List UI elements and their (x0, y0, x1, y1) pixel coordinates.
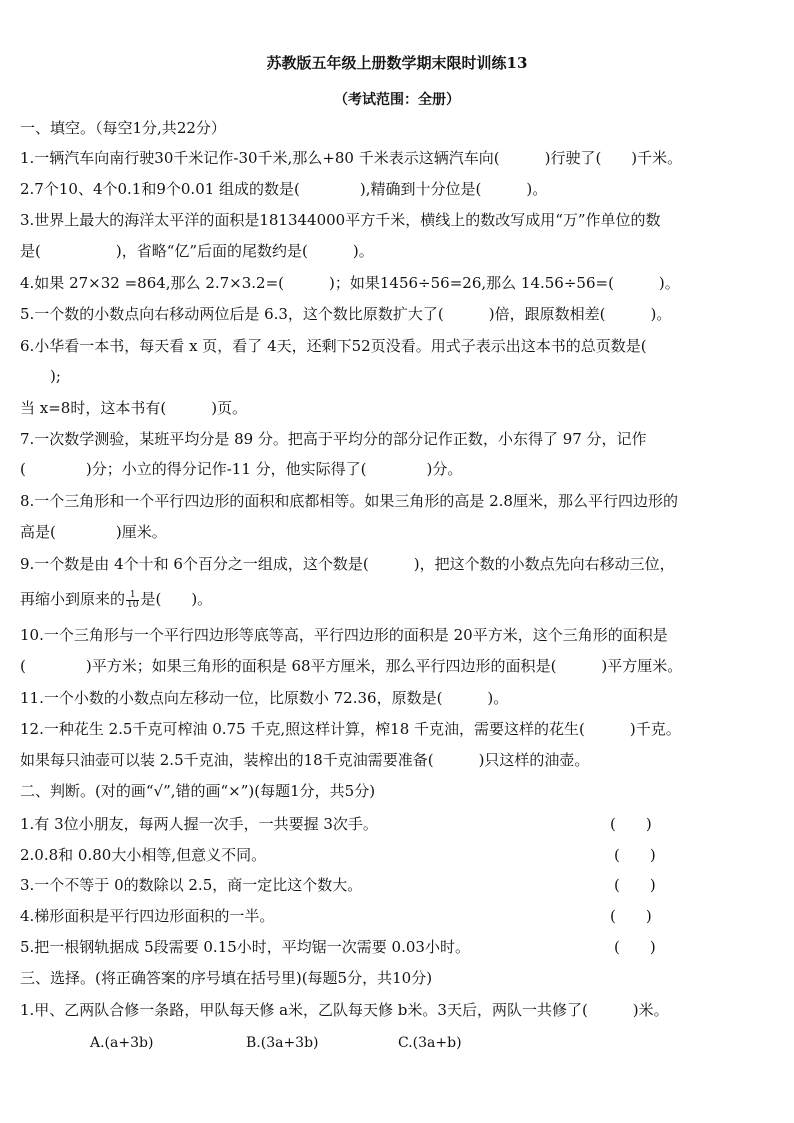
fraction-denominator: 10 (127, 599, 139, 610)
fraction-one-tenth (126, 591, 139, 610)
section1-heading: 一、填空。（每空1分,共22分） (20, 119, 226, 137)
judge-item-4: 4.梯形面积是平行四边形面积的一半。 (20, 907, 275, 925)
page-title: 苏教版五年级上册数学期末限时训练13 (266, 54, 528, 72)
question-9-line2 (20, 589, 212, 610)
judge-answer-box-2[interactable]: ( ) (614, 846, 656, 864)
question-12-line2: 如果每只油壶可以装 2.5千克油，装榨出的18千克油需要准备( )只这样的油壶。 (20, 751, 590, 769)
judge-answer-box-4[interactable]: ( ) (610, 907, 652, 925)
question-11: 11.一个小数的小数点向左移动一位，比原数小 72.36，原数是( )。 (20, 689, 509, 707)
choice-option-c[interactable]: C.(3a+b) (398, 1035, 462, 1051)
question-9-line1: 9.一个数是由 4个十和 6个百分之一组成，这个数是( )，把这个数的小数点先向右移动三位， (20, 555, 675, 573)
question-3-line1: 3.世界上最大的海洋太平洋的面积是181344000平方千米，横线上的数改写成用“万”作单位的数 (20, 211, 661, 229)
question-8-line1: 8.一个三角形和一个平行四边形的面积和底都相等。如果三角形的高是 2.8厘米，那么平行四边形的 (20, 492, 678, 510)
question-7-line2: ( )分；小立的得分记作-11 分，他实际得了( )分。 (20, 460, 463, 478)
question-9-suffix: 是( )。 (140, 590, 213, 608)
judge-item-2: 2.0.8和 0.80大小相等,但意义不同。 (20, 846, 267, 864)
judge-answer-box-5[interactable]: ( ) (614, 938, 656, 956)
question-10-line2: ( )平方米；如果三角形的面积是 68平方厘米，那么平行四边形的面积是( )平方厘米。 (20, 657, 683, 675)
judge-item-5: 5.把一根钢轨据成 5段需要 0.15小时，平均锯一次需要 0.03小时。 (20, 938, 470, 956)
question-9-prefix: 再缩小到原来的 (20, 590, 126, 608)
question-12-line1: 12.一种花生 2.5千克可榨油 0.75 千克,照这样计算，榨18 千克油，需要这样的花生( )千克。 (20, 720, 681, 738)
question-8-line2: 高是( )厘米。 (20, 523, 167, 541)
choice-option-b[interactable]: B.(3a+3b) (246, 1035, 319, 1051)
question-4: 4.如果 27×32 =864,那么 2.7×3.2=( )；如果1456÷56=26,那么 14.56÷56=( )。 (20, 274, 680, 292)
question-1: 1.一辆汽车向南行驶30千米记作-30千米,那么+80 千米表示这辆汽车向( )行驶了( )千米。 (20, 149, 683, 167)
question-6-line1: 6.小华看一本书，每天看 x 页，看了 4天，还剩下52页没看。用式子表示出这本书的总页数是( (20, 337, 647, 355)
question-6-line3: 当 x=8时，这本书有( )页。 (20, 399, 248, 417)
question-10-line1: 10.一个三角形与一个平行四边形等底等高，平行四边形的面积是 20平方米，这个三角形的面积是 (20, 626, 668, 644)
choice-option-a[interactable]: A.(a+3b) (90, 1035, 154, 1051)
question-5: 5.一个数的小数点向右移动两位后是 6.3，这个数比原数扩大了( )倍，跟原数相差( )。 (20, 305, 672, 323)
question-7-line1: 7.一次数学测验，某班平均分是 89 分。把高于平均分的部分记作正数，小东得了 97 分，记作 (20, 430, 647, 448)
fraction-numerator: 1 (126, 591, 139, 601)
section3-heading: 三、选择。(将正确答案的序号填在括号里)(每题5分，共10分) (20, 969, 433, 987)
section2-heading: 二、判断。(对的画“√”,错的画“×”)(每题1分，共5分) (20, 782, 376, 800)
question-2: 2.7个10、4个0.1和9个0.01 组成的数是( ),精确到十分位是( )。 (20, 180, 548, 198)
judge-item-1: 1.有 3位小朋友，每两人握一次手，一共要握 3次手。 (20, 815, 378, 833)
question-6-line2: ); (20, 367, 61, 385)
judge-answer-box-3[interactable]: ( ) (614, 876, 656, 894)
page-subtitle: （考试范围：全册） (334, 92, 460, 108)
judge-answer-box-1[interactable]: ( ) (610, 815, 652, 833)
question-3-line2: 是( )，省略“亿”后面的尾数约是( )。 (20, 242, 374, 260)
judge-item-3: 3.一个不等于 0的数除以 2.5，商一定比这个数大。 (20, 876, 363, 894)
choice-question-1: 1.甲、乙两队合修一条路，甲队每天修 a米，乙队每天修 b米。3天后，两队一共修了( )米。 (20, 1001, 669, 1019)
